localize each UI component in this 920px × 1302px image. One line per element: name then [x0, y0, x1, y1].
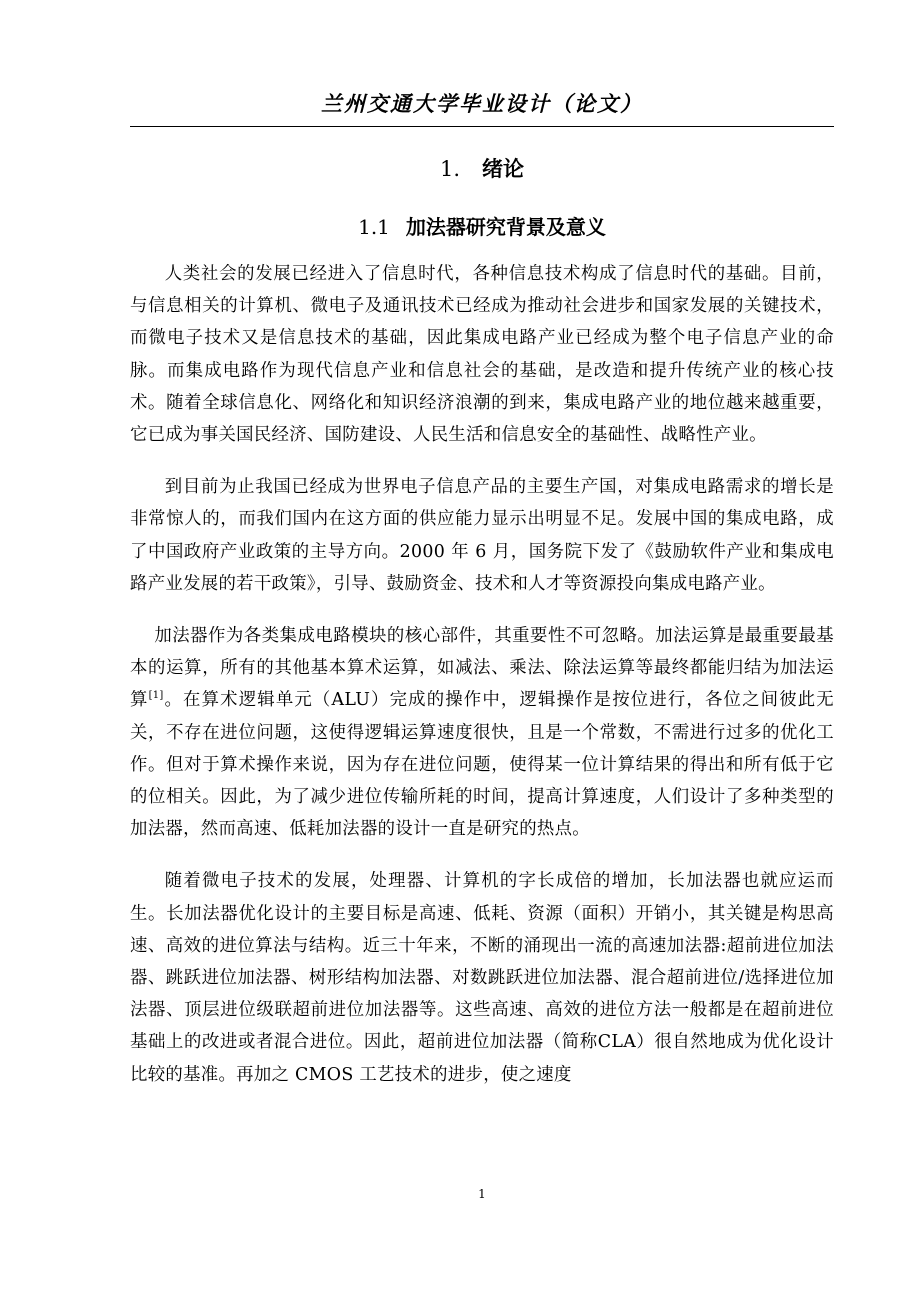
section-title: 加法器研究背景及意义: [405, 215, 606, 239]
paragraph-3-part-1: 加法器作为各类集成电路模块的核心部件，其重要性不可忽略。加法运算是最重要最基本的运算，所有的其他基本算术运算，如减法、乘法、除法运算等最终都能归结为加法运算: [130, 626, 834, 711]
header-divider: [130, 126, 834, 127]
page-number: 1: [478, 1187, 486, 1201]
paragraph-4: 随着微电子技术的发展，处理器、计算机的字长成倍的增加，长加法器也就应运而生。长加法器优化设计的主要目标是高速、低耗、资源（面积）开销小，其关键是构思高速、高效的进位算法与结构。近三十年来，不断的涌现出一流的高速加法器:超前进位加法器、跳跃进位加法器、树形结构加法器、对数跳跃进位加法器、混合超前进位/选择进位加法器、顶层进位级联超前进位加法器等。这些高速、高效的进位方法一般都是在超前进位基础上的改进或者混合进位。因此，超前进位加法器（简称CLA）很自然地成为优化设计比较的基准。再加之 CMOS 工艺技术的进步，使之速度: [130, 871, 834, 1085]
chapter-number: 1.: [439, 157, 461, 181]
section-heading: [130, 211, 834, 240]
body-text: [130, 258, 834, 1111]
paragraph-3: [130, 620, 834, 845]
page-header-title: 兰州交通大学毕业设计（论文）: [321, 91, 643, 116]
paragraph-1: 人类社会的发展已经进入了信息时代，各种信息技术构成了信息时代的基础。目前，与信息相关的计算机、微电子及通讯技术已经成为推动社会进步和国家发展的关键技术，而微电子技术又是信息技术的基础，因此集成电路产业已经成为整个电子信息产业的命脉。而集成电路作为现代信息产业和信息社会的基础，是改造和提升传统产业的核心技术。随着全球信息化、网络化和知识经济浪潮的到来，集成电路产业的地位越来越重要，它已成为事关国民经济、国防建设、人民生活和信息安全的基础性、战略性产业。: [130, 264, 834, 446]
paragraph-2: 到目前为止我国已经成为世界电子信息产品的主要生产国，对集成电路需求的增长是非常惊人的，而我们国内在这方面的供应能力显示出明显不足。发展中国的集成电路，成了中国政府产业政策的主导方向。2000 年 6 月，国务院下发了《鼓励软件产业和集成电路产业发展的若干政策》，引导、鼓励资金、技术和人才等资源投向集成电路产业。: [130, 477, 834, 594]
section-number: 1.1: [358, 215, 390, 239]
citation-1: [1]: [148, 690, 164, 702]
chapter-heading: [130, 153, 834, 183]
paragraph-3-part-2: 。在算术逻辑单元（ALU）完成的操作中，逻辑操作是按位进行，各位之间彼此无关，不存在进位问题，这使得逻辑运算速度很快，且是一个常数，不需进行过多的优化工作。但对于算术操作来说，因为存在进位问题，使得某一位计算结果的得出和所有低于它的位相关。因此，为了减少进位传输所耗的时间，提高计算速度，人们设计了多种类型的加法器，然而高速、低耗加法器的设计一直是研究的热点。: [130, 690, 834, 840]
chapter-title: 绪论: [482, 156, 525, 181]
